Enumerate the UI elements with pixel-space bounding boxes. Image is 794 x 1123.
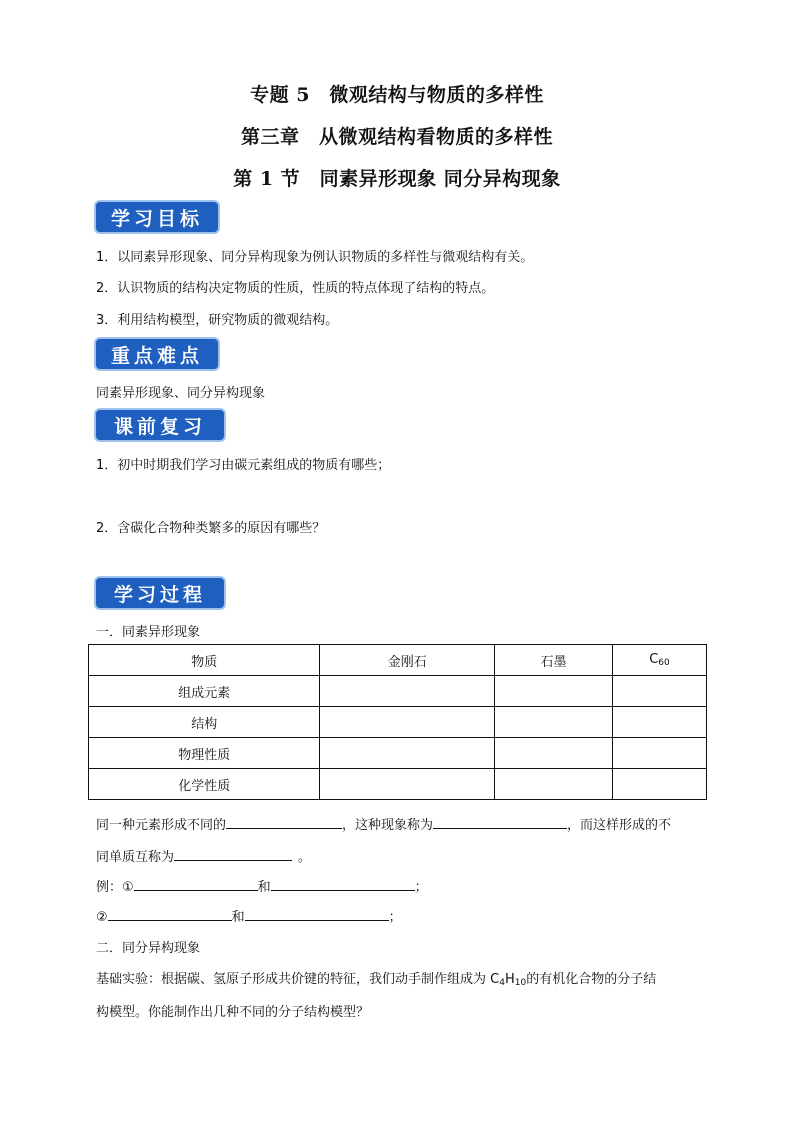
formula-c: C xyxy=(649,652,659,667)
table-row-label: 结构 xyxy=(89,707,320,738)
formula-subscript: 4 xyxy=(499,978,505,988)
review-question-1: 1．初中时期我们学习由碳元素组成的物质有哪些； xyxy=(96,458,391,473)
fill-text: 基础实验：根据碳、氢原子形成共价键的特征，我们动手制作组成为 xyxy=(96,972,491,987)
table-row-label: 组成元素 xyxy=(89,676,320,707)
fill-text: 。 xyxy=(298,850,312,865)
table-cell-blank[interactable] xyxy=(320,707,495,738)
answer-blank[interactable] xyxy=(433,814,567,829)
answer-blank[interactable] xyxy=(271,876,415,891)
fill-text: 例：① xyxy=(96,880,134,895)
allotrope-table xyxy=(88,644,707,800)
table-cell-blank[interactable] xyxy=(612,769,706,800)
table-header-row xyxy=(89,645,707,676)
answer-blank[interactable] xyxy=(108,906,232,921)
header-title-chapter: 第三章 从微观结构看物质的多样性 xyxy=(240,126,553,148)
badge-label: 学习目标 xyxy=(110,207,203,230)
table-cell-blank[interactable] xyxy=(320,738,495,769)
badge-learning-process xyxy=(96,578,224,608)
table-row xyxy=(89,738,707,769)
table-cell-blank[interactable] xyxy=(495,738,613,769)
header-title-section: 第 1 节 同素异形现象 同分异构现象 xyxy=(233,168,561,190)
example-line-2 xyxy=(96,906,402,925)
answer-blank[interactable] xyxy=(245,906,389,921)
formula-h: H xyxy=(504,972,515,987)
formula-c: C xyxy=(490,972,500,987)
badge-label: 重点难点 xyxy=(110,344,203,367)
table-row xyxy=(89,769,707,800)
table-row xyxy=(89,707,707,738)
formula-subscript: 60 xyxy=(658,658,670,668)
fill-text: ② xyxy=(96,910,108,925)
table-cell-blank[interactable] xyxy=(495,676,613,707)
formula-subscript: 10 xyxy=(514,978,527,988)
fill-text: ； xyxy=(388,910,402,925)
badge-learning-goals xyxy=(96,202,218,232)
experiment-line-2: 构模型。你能制作出几种不同的分子结构模型？ xyxy=(96,1005,370,1020)
key-points-text: 同素异形现象、同分异构现象 xyxy=(96,386,266,401)
fill-text: ，这种现象称为 xyxy=(342,818,434,833)
table-cell-blank[interactable] xyxy=(495,707,613,738)
table-row-label: 物理性质 xyxy=(89,738,320,769)
experiment-line-1 xyxy=(96,968,656,988)
section1-title: 一．同素异形现象 xyxy=(96,625,201,640)
fill-text: 和 xyxy=(257,880,271,895)
fill-text: ，而这样形成的不 xyxy=(567,818,672,833)
badge-key-points xyxy=(96,339,218,369)
badge-label: 学习过程 xyxy=(113,583,206,606)
table-cell-blank[interactable] xyxy=(320,769,495,800)
table-row xyxy=(89,676,707,707)
goal-item-3: 3．利用结构模型，研究物质的微观结构。 xyxy=(96,313,339,328)
answer-blank[interactable] xyxy=(226,814,342,829)
header-title-topic: 专题 5 微观结构与物质的多样性 xyxy=(250,84,544,106)
goal-item-1: 1．以同素异形现象、同分异构现象为例认识物质的多样性与微观结构有关。 xyxy=(96,250,534,265)
fill-line-2 xyxy=(96,846,311,865)
table-header-cell: 物质 xyxy=(89,645,320,676)
table-header-cell: 金刚石 xyxy=(320,645,495,676)
table-header-cell: 石墨 xyxy=(495,645,613,676)
table-cell-blank[interactable] xyxy=(495,769,613,800)
table-header-cell xyxy=(612,645,706,676)
goal-item-2: 2．认识物质的结构决定物质的性质，性质的特点体现了结构的特点。 xyxy=(96,281,495,296)
answer-blank[interactable] xyxy=(134,876,258,891)
fill-text: ； xyxy=(414,880,428,895)
table-cell-blank[interactable] xyxy=(612,676,706,707)
table-cell-blank[interactable] xyxy=(320,676,495,707)
table-cell-blank[interactable] xyxy=(612,707,706,738)
fill-text: 同一种元素形成不同的 xyxy=(96,818,227,833)
fill-text: 的有机化合物的分子结 xyxy=(526,972,657,987)
answer-blank[interactable] xyxy=(174,846,292,861)
fill-text: 同单质互称为 xyxy=(96,850,175,865)
section2-title: 二．同分异构现象 xyxy=(96,941,201,956)
table-cell-blank[interactable] xyxy=(612,738,706,769)
badge-review xyxy=(96,410,224,440)
review-question-2: 2．含碳化合物种类繁多的原因有哪些？ xyxy=(96,521,326,536)
badge-label: 课前复习 xyxy=(113,415,206,438)
fill-text: 和 xyxy=(231,910,245,925)
table-row-label: 化学性质 xyxy=(89,769,320,800)
fill-line-1 xyxy=(96,814,671,833)
example-line-1 xyxy=(96,876,428,895)
